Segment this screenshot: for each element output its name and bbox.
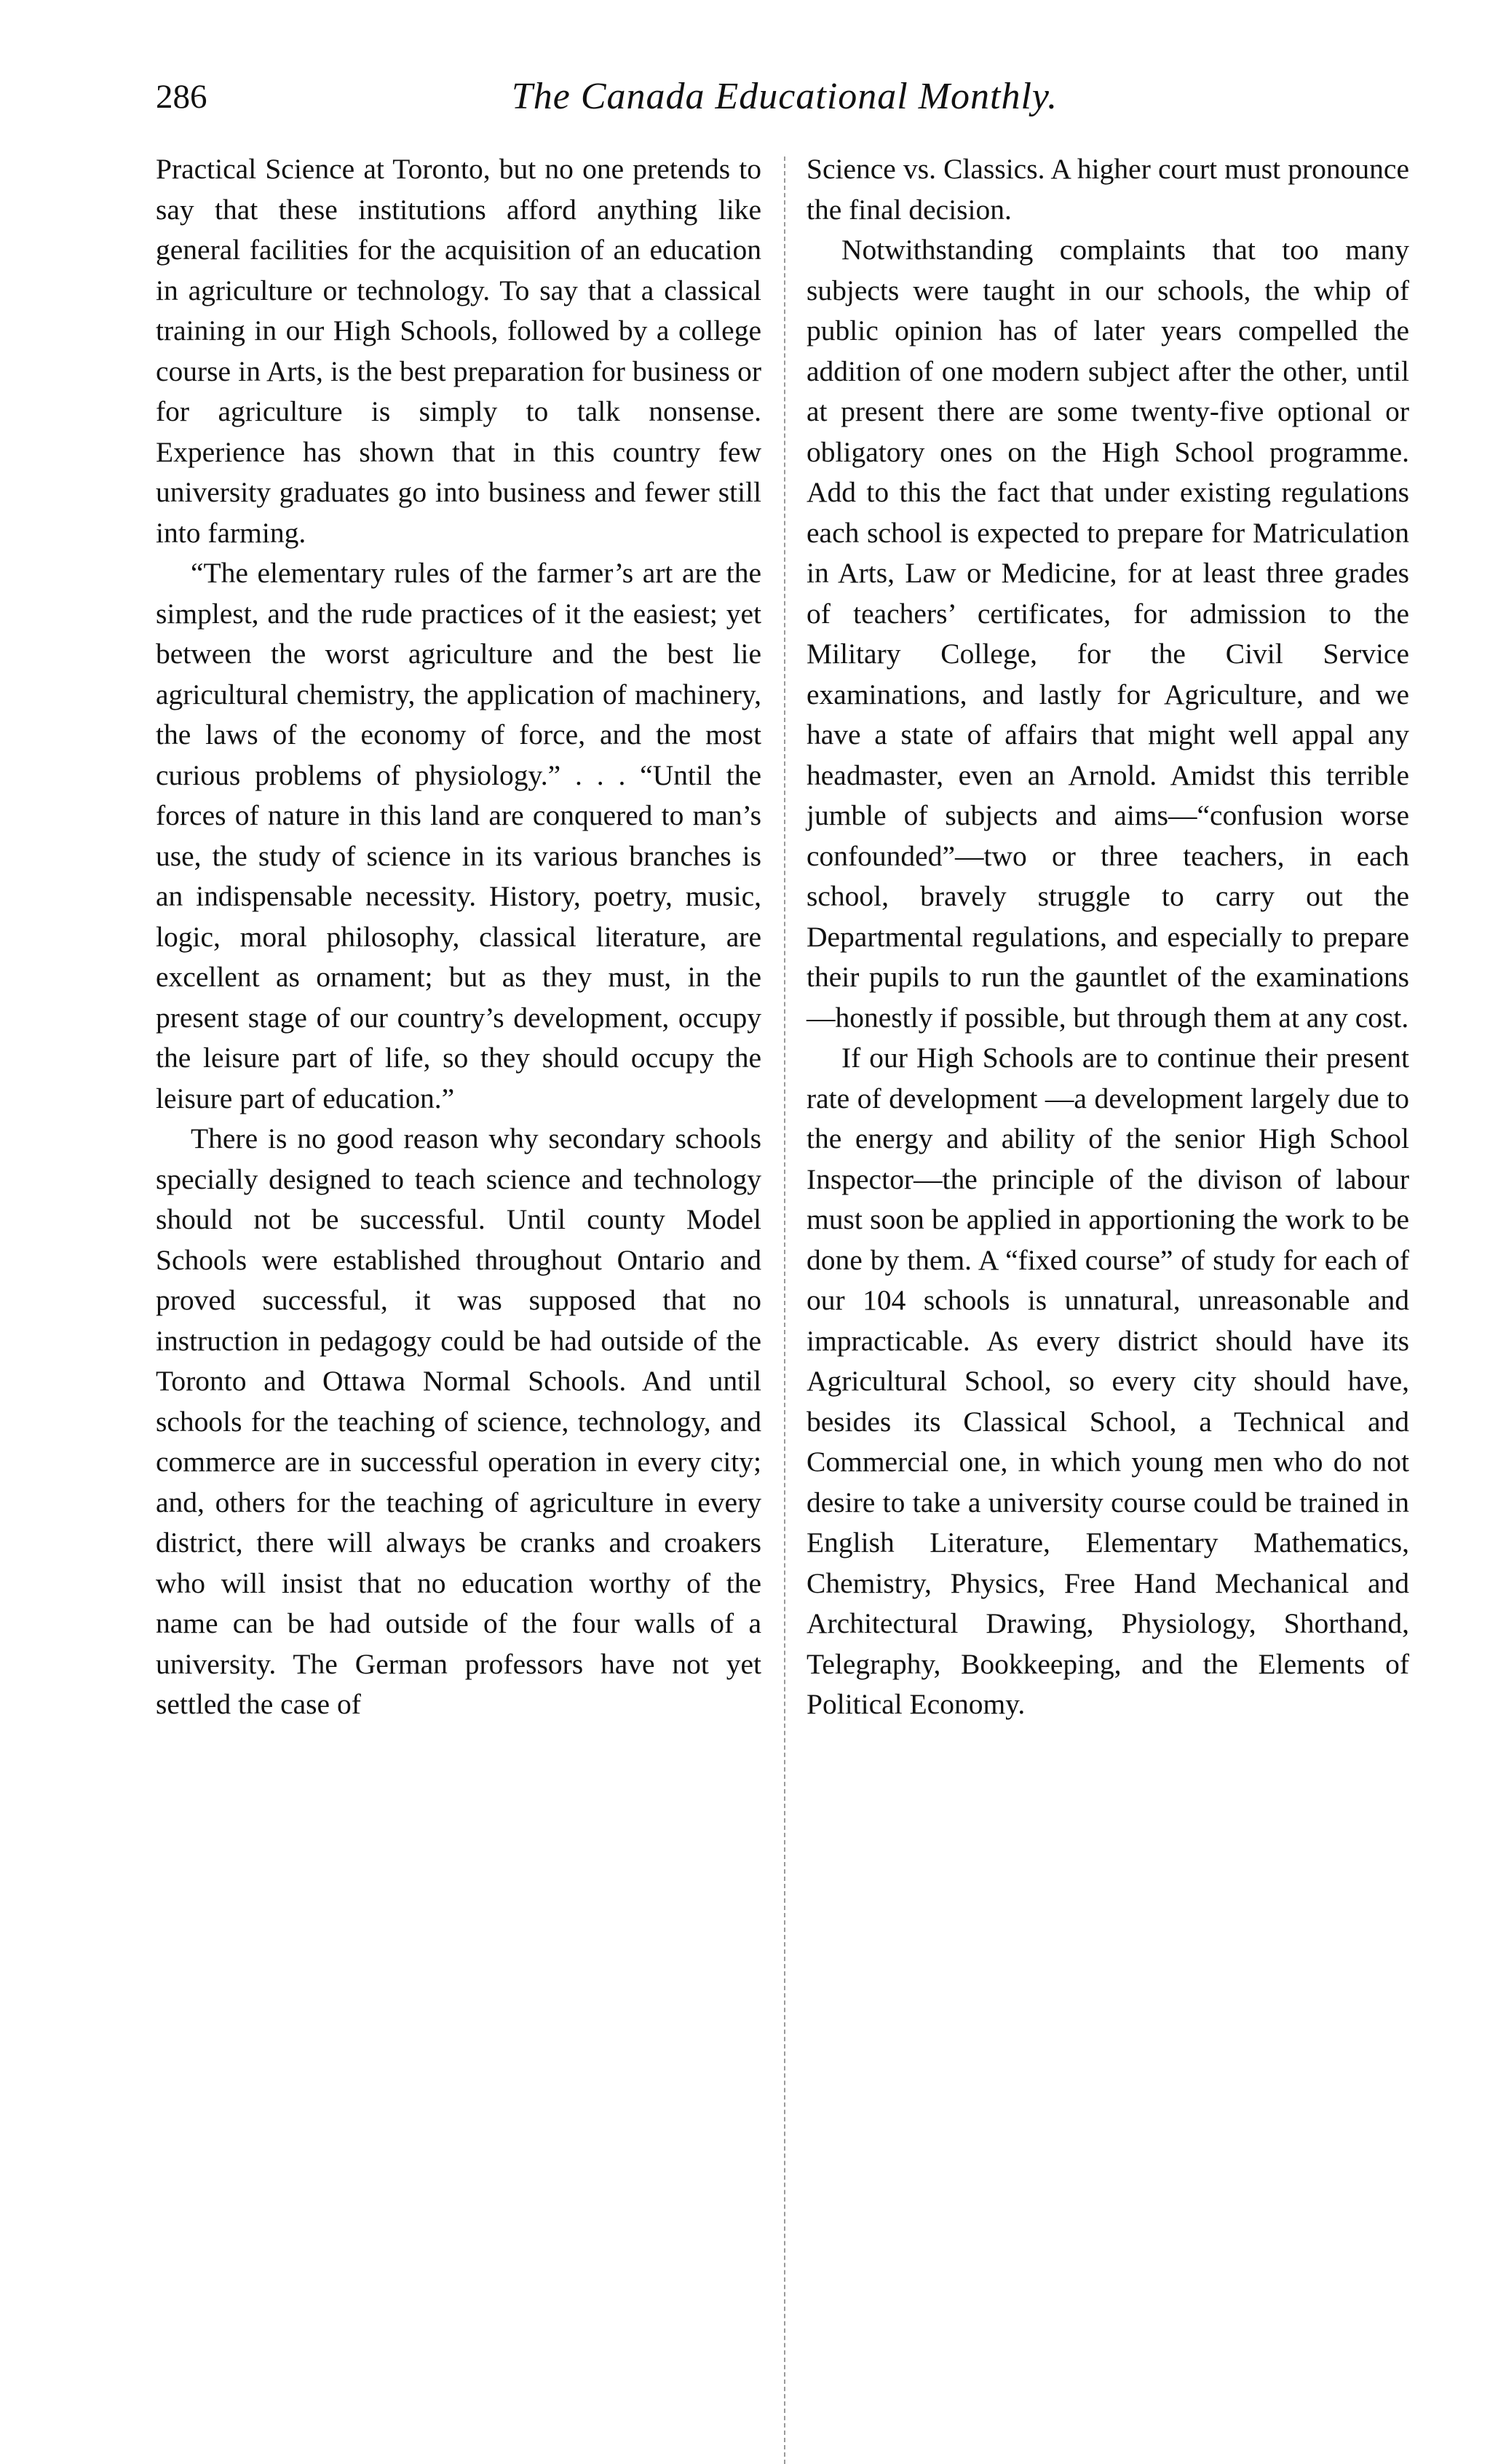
paragraph: Notwithstanding complaints that too many subjects were taught in our schools, the whip of public opinion has of later years compelled the addition of one modern subject after the other, until at present there are some twenty-five optional or obligatory ones on the High School programme. Add to this the fact that under existing regulations each school is expected to prepare for Matriculation in Arts, Law or Medicine, for at least three grades of teachers’ certificates, for admission to the Military College, for the Civil Service examinations, and lastly for Agriculture, and we have a state of affairs that might well appal any headmaster, even an Arnold. Amidst this terrible jumble of subjects and aims—“confusion worse confounded”—two or three teachers, in each school, bravely struggle to carry out the Departmental regulations, and especially to prepare their pupils to run the gauntlet of the examinations —honestly if possible, but through them at any cost. (807, 234, 1409, 1034)
right-column (807, 149, 1409, 1725)
column-divider (784, 157, 785, 2464)
page-header (156, 64, 1414, 130)
paragraph: “The elementary rules of the farmer’s art are the simplest, and the rude practices of it the easiest; yet between the worst agriculture and the best lie agricultural chemistry, the application of machinery, the laws of the economy of force, and the most curious problems of physiology.” . . . “Until the forces of nature in this land are conquered to man’s use, the study of science in its various branches is an indispensable necessity. History, poetry, music, logic, moral philosophy, classical literature, are excellent as ornament; but as they must, in the present stage of our country’s development, occupy the leisure part of life, so they should occupy the leisure part of education.” (156, 557, 761, 1114)
paragraph: If our High Schools are to continue their present rate of development —a development largely due to the energy and ability of the senior High School Inspector—the principle of the divison of labour must soon be applied in apportioning the work to be done by them. A “fixed course” of study for each of our 104 schools is unnatural, unreasonable and impracticable. As every district should have its Agricultural School, so every city should have, besides its Classical School, a Technical and Commercial one, in which young men who do not desire to take a university course could be trained in English Literature, Elementary Mathematics, Chemistry, Physics, Free Hand Mechanical and Architectural Drawing, Physiology, Shorthand, Telegraphy, Bookkeeping, and the Elements of Political Economy. (807, 1042, 1409, 1720)
left-column (156, 149, 761, 1725)
paragraph: There is no good reason why secondary schools specially designed to teach science and technology should not be successful. Until county Model Schools were established throughout Ontario and proved successful, it was supposed that no instruction in pedagogy could be had outside of the Toronto and Ottawa Normal Schools. And until schools for the teaching of science, technology, and commerce are in successful operation in every city; and, others for the teaching of agriculture in every district, there will always be cranks and croakers who will insist that no education worthy of the name can be had outside of the four walls of a university. The German professors have not yet settled the case of (156, 1122, 761, 1720)
page-number: 286 (156, 78, 207, 116)
running-title: The Canada Educational Monthly. (511, 76, 1058, 117)
paragraph: Science vs. Classics. A higher court must pronounce the final decision. (807, 153, 1409, 226)
paragraph: Practical Science at Toronto, but no one pretends to say that these institutions afford anything like general facilities for the acquisition of an education in agriculture or technology. To say that a classical training in our High Schools, followed by a college course in Arts, is the best preparation for business or for agriculture is simply to talk nonsense. Experience has shown that in this country few university graduates go into business and fewer still into farming. (156, 153, 761, 549)
